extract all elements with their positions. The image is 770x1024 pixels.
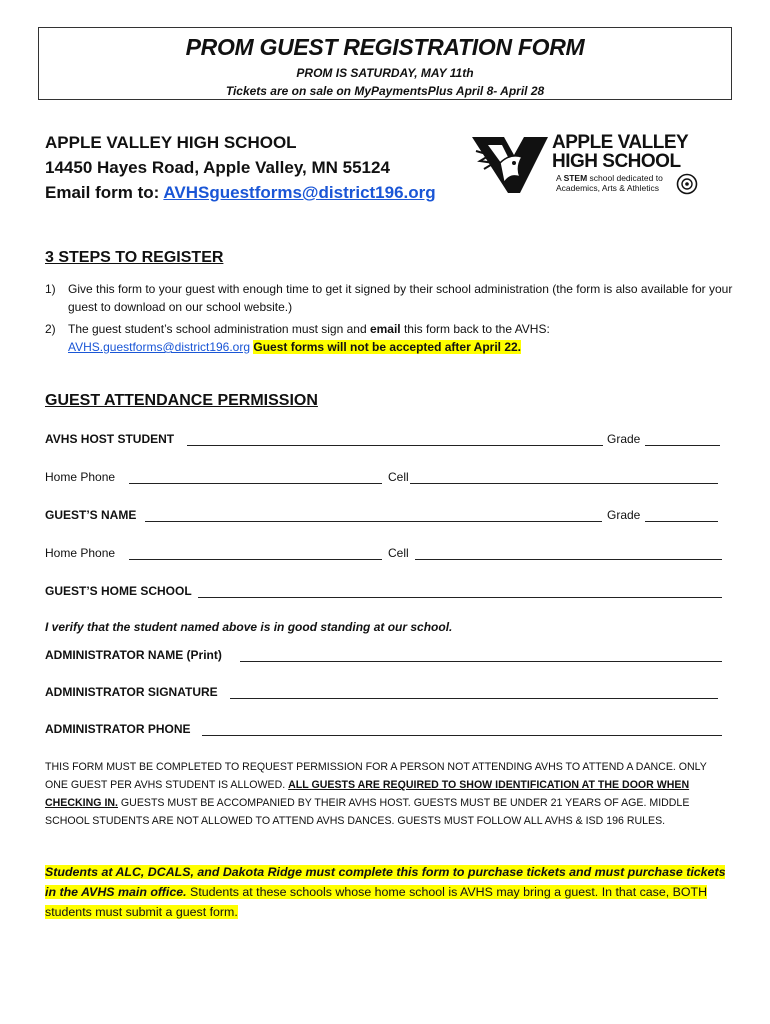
school-info [45, 130, 436, 205]
step-text-bold: email [369, 322, 401, 336]
host-cell-field[interactable] [410, 483, 718, 484]
step-number: 1) [45, 282, 56, 296]
notice-part3: GUESTS MUST BE ACCOMPANIED BY THEIR AVHS HOST. GUESTS MUST BE UNDER 21 YEARS OF AGE. MIDDLE SCHOOL STUDENTS ARE NOT ALLOWED TO ATTEND AVHS DANCES. GUESTS MUST FOLLOW ALL AVHS & ISD 196 RULES. [45, 797, 690, 827]
step-text-a: The guest student’s school administration must sign and [68, 322, 370, 336]
email-label: Email form to: [45, 183, 164, 202]
step-number: 2) [45, 322, 56, 336]
tag-stem: STEM [563, 173, 588, 183]
tag-c: Academics, Arts & Athletics [556, 183, 659, 193]
eagle-icon [470, 133, 550, 197]
step-text: Give this form to your guest with enough time to get it signed by their school administration (the form is also available for your guest to download on our school website.) [68, 282, 733, 314]
admin-name-field[interactable] [240, 661, 722, 662]
permission-heading: GUEST ATTENDANCE PERMISSION [45, 392, 318, 409]
admin-name-label: ADMINISTRATOR NAME (Print) [45, 648, 222, 662]
tag-b: school dedicated to [587, 173, 663, 183]
guest-policy: Students at these schools whose home school is AVHS may bring a guest. In that case, BOTH students must submit a guest form. [45, 885, 708, 919]
logo-line2: HIGH SCHOOL [552, 151, 681, 172]
host-cell-label: Cell [388, 470, 409, 484]
host-home-phone-field[interactable] [129, 483, 382, 484]
title-box [38, 27, 732, 100]
logo-text [552, 133, 688, 171]
email-link[interactable]: AVHSguestforms@district196.org [163, 183, 436, 202]
tag-a: A [556, 173, 564, 183]
guestforms-email-link[interactable]: AVHS.guestforms@district196.org [68, 340, 251, 354]
school-name: APPLE VALLEY HIGH SCHOOL [45, 133, 297, 152]
host-student-label: AVHS HOST STUDENT [45, 432, 175, 446]
admin-phone-field[interactable] [202, 735, 722, 736]
step-1 [45, 280, 745, 316]
guest-home-phone-field[interactable] [129, 559, 382, 560]
host-student-field[interactable] [187, 445, 603, 446]
guest-home-school-field[interactable] [198, 597, 722, 598]
email-line [45, 180, 436, 205]
admin-phone-label: ADMINISTRATOR PHONE [45, 722, 191, 736]
guest-cell-field[interactable] [415, 559, 722, 560]
logo-tagline [556, 173, 663, 193]
prom-date: PROM IS SATURDAY, MAY 11th [296, 66, 474, 80]
guest-grade-field[interactable] [645, 521, 718, 522]
ticket-sale-info: Tickets are on sale on MyPaymentsPlus April 8- April 28 [225, 84, 545, 98]
steps-list [45, 280, 745, 360]
alternative-schools-note [45, 862, 735, 922]
guest-name-field[interactable] [145, 521, 602, 522]
guest-grade-label: Grade [607, 508, 641, 522]
notice-part1: THIS FORM MUST BE COMPLETED TO REQUEST PERMISSION FOR A PERSON NOT ATTENDING AVHS TO ATTEND A DANCE. ONLY ONE GUEST PER AVHS STUDENT IS ALLOWED. [45, 761, 707, 791]
school-logo [470, 133, 710, 197]
purchase-requirement: Students at ALC, DCALS, and Dakota Ridge must complete this form to purchase tickets and must purchase tickets in the AVHS main office. [45, 865, 726, 899]
rules-notice [45, 758, 725, 830]
form-title: PROM GUEST REGISTRATION FORM [185, 34, 585, 60]
guest-home-phone-label: Home Phone [45, 546, 116, 560]
id-required-notice: ALL GUESTS ARE REQUIRED TO SHOW IDENTIFICATION AT THE DOOR WHEN CHECKING IN. [45, 779, 690, 809]
admin-signature-label: ADMINISTRATOR SIGNATURE [45, 685, 218, 699]
guest-home-school-label: GUEST’S HOME SCHOOL [45, 584, 192, 598]
school-address: 14450 Hayes Road, Apple Valley, MN 55124 [45, 158, 390, 177]
step-2 [45, 320, 745, 356]
host-grade-label: Grade [607, 432, 641, 446]
admin-signature-field[interactable] [230, 698, 718, 699]
guest-name-label: GUEST’S NAME [45, 508, 137, 522]
step-text-b: this form back to the AVHS: [400, 322, 550, 336]
logo-line1: APPLE VALLEY [552, 132, 689, 153]
host-home-phone-label: Home Phone [45, 470, 116, 484]
verify-statement: I verify that the student named above is in good standing at our school. [45, 620, 453, 634]
isd-seal-icon [676, 173, 698, 195]
steps-heading: 3 STEPS TO REGISTER [45, 249, 224, 266]
host-grade-field[interactable] [645, 445, 720, 446]
deadline-notice: Guest forms will not be accepted after April 22. [253, 340, 521, 354]
guest-cell-label: Cell [388, 546, 409, 560]
